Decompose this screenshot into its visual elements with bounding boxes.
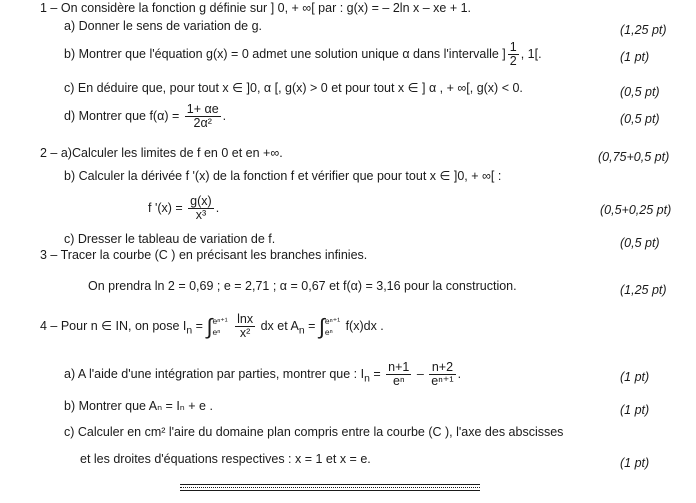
q1b-frac-den: 2 <box>509 54 517 68</box>
q4-a-eq: = <box>304 318 316 333</box>
end-rule-bottom <box>180 490 480 491</box>
q3-note: On prendra ln 2 = 0,69 ; e = 2,71 ; α = 0,67 et f(α) = 3,16 pour la construction. <box>88 279 517 293</box>
q1d-text: d) Montrer que f(α) = <box>64 108 180 123</box>
q4b-points: (1 pt) <box>620 403 650 417</box>
q3-text: 3 – Tracer la courbe (C ) en précisant les branches infinies. <box>40 248 368 262</box>
integral-sign-2-icon: ∫ <box>318 313 325 339</box>
q4-int-fraction <box>235 313 255 340</box>
q1d-frac-den: 2α² <box>193 116 212 130</box>
q4a-frac2-den: eⁿ⁺¹ <box>431 374 454 388</box>
q2c-points: (0,5 pt) <box>620 236 660 250</box>
q4-intro-eq: = <box>192 318 203 333</box>
q2b-text: b) Calculer la dérivée f '(x) de la fonction f et vérifier que pour tout x ∈ ]0, + ∞[ : <box>64 169 502 183</box>
end-rule-middle <box>180 487 480 488</box>
integral-limits-2 <box>325 316 340 338</box>
q4-int-dx: dx et A <box>260 318 299 333</box>
q4-int-den: x² <box>239 326 251 340</box>
q1d-points: (0,5 pt) <box>620 112 660 126</box>
q4a-frac2-num: n+2 <box>429 361 455 375</box>
q4a-sub: n <box>364 373 370 385</box>
q1b-line <box>64 41 542 68</box>
q1a-text: a) Donner le sens de variation de g. <box>64 19 263 33</box>
q2b-formula <box>148 195 219 222</box>
q4a-line <box>64 361 461 388</box>
q1c-text: c) En déduire que, pour tout x ∈ ]0, α [, g(x) > 0 et pour tout x ∈ ] α , + ∞[, g(x) < 0. <box>64 81 523 95</box>
q2b-formula-end: . <box>215 200 220 215</box>
q4b-text: b) Montrer que Aₙ = Iₙ + e . <box>64 399 213 413</box>
q4-intro-sub: n <box>186 325 193 337</box>
q2b-fraction <box>188 195 214 222</box>
integral-lower-2: eⁿ <box>324 326 333 337</box>
q2c-text: c) Dresser le tableau de variation de f. <box>64 232 276 246</box>
q4a-points: (1 pt) <box>620 370 650 384</box>
q3-points: (1,25 pt) <box>620 283 667 297</box>
q2b-frac-den: x³ <box>195 208 207 222</box>
q4-a-sub: n <box>298 325 305 337</box>
q2b-points: (0,5+0,25 pt) <box>600 203 672 217</box>
integral-sign-1-icon: ∫ <box>206 313 213 339</box>
q4-intro <box>40 313 384 340</box>
q1a-points: (1,25 pt) <box>620 23 667 37</box>
q1d-line <box>64 103 226 130</box>
q2a-text: 2 – a)Calculer les limites de f en 0 et en +∞. <box>40 146 283 160</box>
q1b-frac-num: 1 <box>509 40 517 54</box>
q2a-points: (0,75+0,5 pt) <box>598 150 670 164</box>
integral-limits-1 <box>212 316 227 338</box>
q4-intro-text: 4 – Pour n ∈ IN, on pose I <box>40 318 187 333</box>
q1b-fraction <box>508 41 519 68</box>
integral-lower-1: eⁿ <box>212 326 221 337</box>
q4-int-num: lnx <box>237 312 254 326</box>
q1d-frac-num: 1+ αe <box>186 102 219 116</box>
q4a-eq: = <box>369 366 381 381</box>
q4a-fraction-1 <box>386 361 411 388</box>
q4c-text-1: c) Calculer en cm² l'aire du domaine plan compris entre la courbe (C ), l'axe des abscisses <box>64 425 564 439</box>
q1d-fraction <box>185 103 221 130</box>
q1b-points: (1 pt) <box>620 50 650 64</box>
integral-upper-2: eⁿ⁺¹ <box>324 315 341 326</box>
q4a-frac1-den: eⁿ <box>393 374 405 388</box>
q4a-text: a) A l'aide d'une intégration par parties, montrer que : I <box>64 366 365 381</box>
q2b-formula-lhs: f '(x) = <box>148 200 183 215</box>
end-rule-top <box>180 484 480 485</box>
q1c-points: (0,5 pt) <box>620 85 660 99</box>
q4-int2: f(x)dx . <box>345 318 384 333</box>
q1b-text-end: , 1[. <box>520 46 542 61</box>
q4a-end: . <box>457 366 462 381</box>
q4c-points: (1 pt) <box>620 456 650 470</box>
q1d-text-end: . <box>222 108 227 123</box>
q4a-frac1-num: n+1 <box>388 360 410 374</box>
q4a-minus: – <box>416 366 424 381</box>
q4c-text-2: et les droites d'équations respectives : x = 1 et x = e. <box>80 452 371 466</box>
q1-intro: 1 – On considère la fonction g définie sur ] 0, + ∞[ par : g(x) = – 2ln x – xe + 1. <box>40 1 472 15</box>
q2b-frac-num: g(x) <box>190 194 212 208</box>
integral-upper-1: eⁿ⁺¹ <box>212 315 228 326</box>
q4a-fraction-2 <box>429 361 455 388</box>
q1b-text: b) Montrer que l'équation g(x) = 0 admet une solution unique α dans l'intervalle ] <box>64 46 506 61</box>
